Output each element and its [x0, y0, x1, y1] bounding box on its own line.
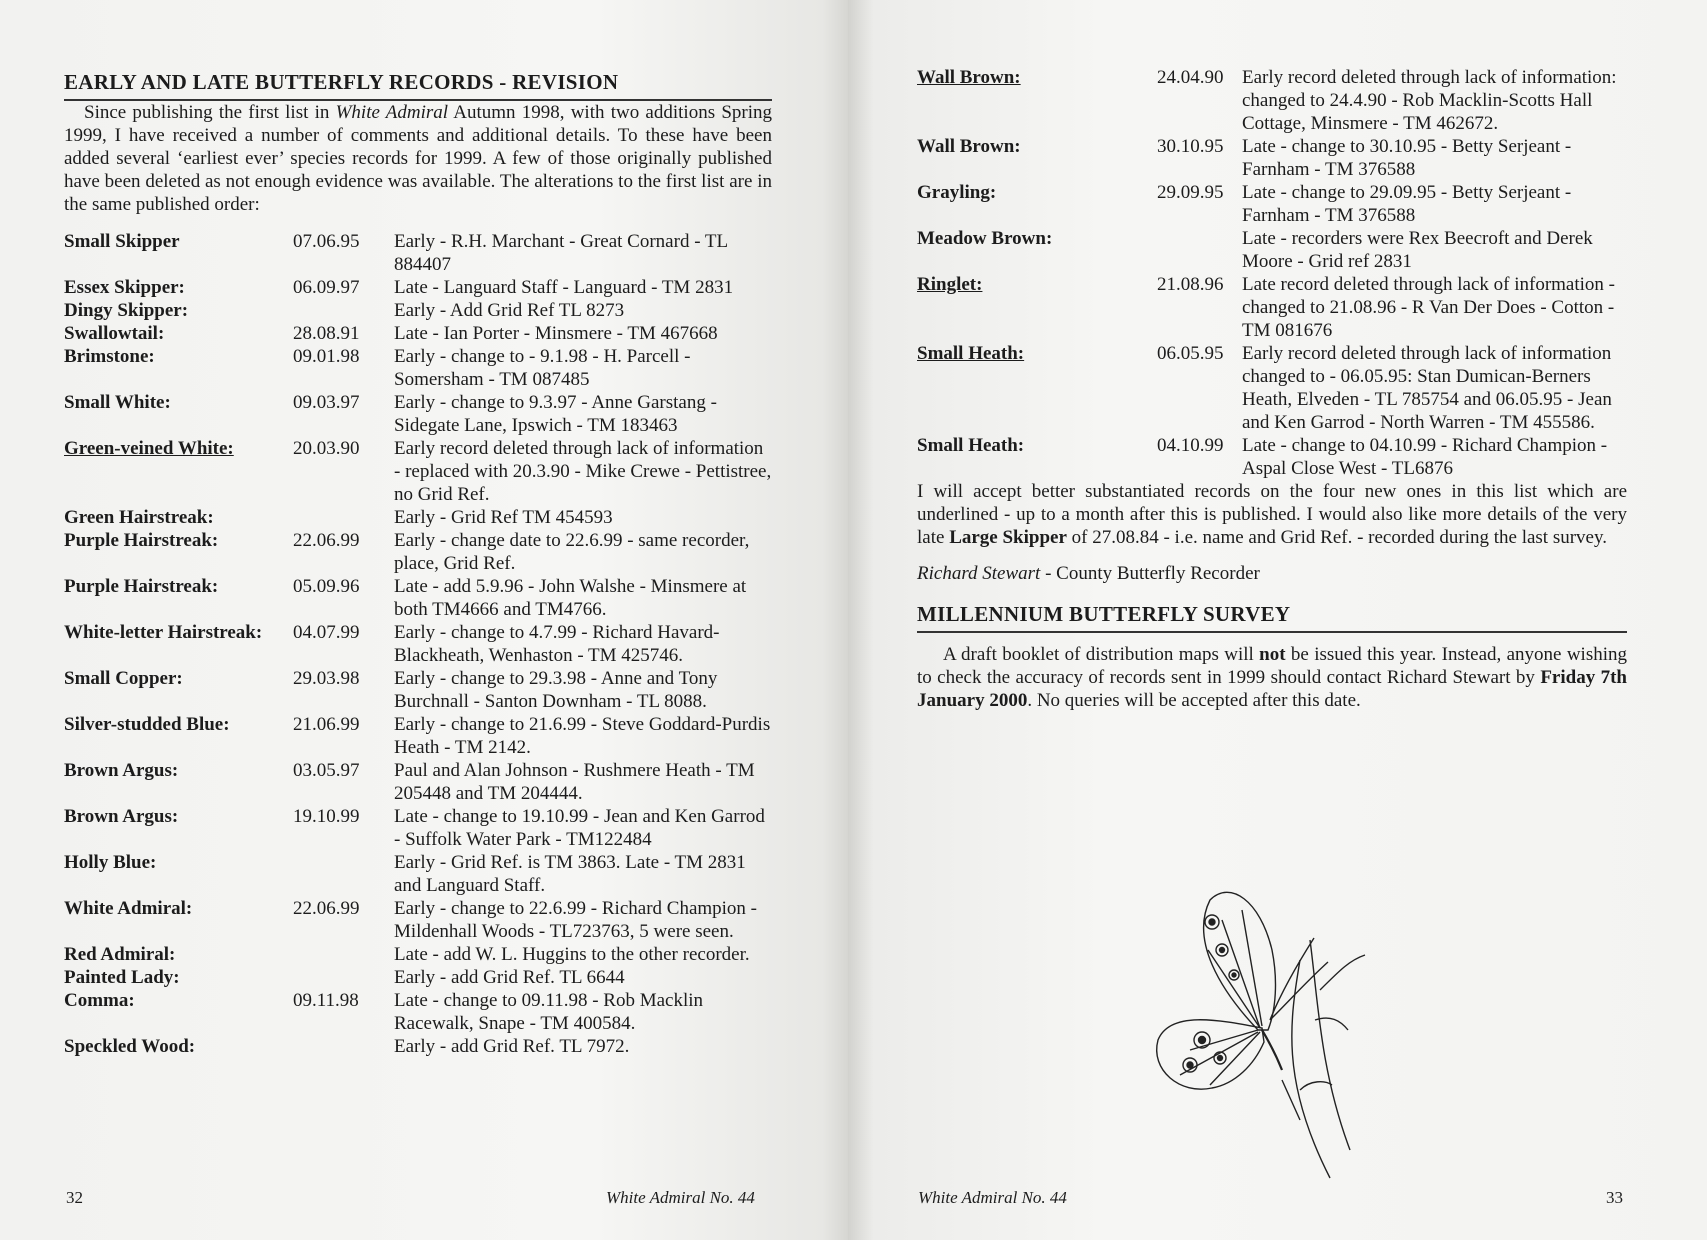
record-species: White Admiral:: [64, 898, 193, 919]
record-row: [917, 227, 1627, 273]
closing-paragraph: [917, 480, 1627, 549]
millennium-paragraph: [917, 643, 1627, 712]
mill-bold-2: Friday 7th January 2000: [917, 667, 1627, 711]
record-species: Ringlet:: [917, 274, 983, 295]
record-row: [64, 299, 772, 322]
signature: [917, 562, 1627, 585]
record-details: Early - change to 4.7.99 - Richard Havard-Blackheath, Wenhaston - TM 425746.: [394, 622, 720, 666]
signature-role: - County Butterfly Recorder: [1040, 563, 1260, 584]
record-row: [64, 966, 772, 989]
intro-paragraph: [64, 101, 772, 216]
record-species: Red Admiral:: [64, 944, 176, 965]
record-date: 06.05.95: [1157, 343, 1224, 364]
record-date: 03.05.97: [293, 760, 360, 781]
record-date: [293, 299, 394, 322]
record-species: Essex Skipper:: [64, 277, 185, 298]
record-species: White-letter Hairstreak:: [64, 622, 263, 643]
record-date: [293, 1035, 394, 1058]
record-row: [917, 434, 1627, 480]
record-species: Brown Argus:: [64, 806, 179, 827]
left-column: [64, 70, 772, 1058]
record-details: Early - add Grid Ref. TL 6644: [394, 967, 625, 988]
record-details: Late - change to 04.10.99 - Richard Champion - Aspal Close West - TL6876: [1242, 435, 1608, 479]
record-details: Early - change to 9.3.97 - Anne Garstang - Sidegate Lane, Ipswich - TM 183463: [394, 392, 717, 436]
record-row: [64, 759, 772, 805]
record-row: [917, 342, 1627, 434]
record-date: 07.06.95: [293, 231, 360, 252]
record-details: Late - change to 29.09.95 - Betty Serjeant - Farnham - TM 376588: [1242, 182, 1572, 226]
record-date: 28.08.91: [293, 323, 360, 344]
record-row: [64, 322, 772, 345]
record-row: [64, 575, 772, 621]
record-species: Small Copper:: [64, 668, 183, 689]
record-details: Early - R.H. Marchant - Great Cornard - TL 884407: [394, 231, 728, 275]
record-details: Early record deleted through lack of information: changed to 24.4.90 - Rob Macklin-Scotts Hall Cottage, Minsmere - TM 462672.: [1242, 67, 1617, 134]
closing-bold: Large Skipper: [949, 527, 1067, 548]
intro-magazine-name: White Admiral: [335, 102, 449, 123]
record-species: Speckled Wood:: [64, 1036, 196, 1057]
left-footer-magazine: White Admiral No. 44: [606, 1188, 755, 1207]
record-species: Brimstone:: [64, 346, 155, 367]
intro-text-2: Autumn 1998, with two additions Spring 1999, I have received a number of comments and additional details. To these have been added several ‘earliest ever’ species records for 1999. A few of those originally published have been deleted as not enough evidence was available. The alterations to the first list are in the same published order:: [64, 102, 772, 215]
record-details: Early record deleted through lack of information changed to - 06.05.95: Stan Dumican-Berners Heath, Elveden - TL 785754 and 06.05.95 - Jean and Ken Garrod - North Warren - TM 455586.: [1242, 343, 1612, 433]
mill-text-1: A draft booklet of distribution maps will: [943, 644, 1260, 665]
record-row: [64, 529, 772, 575]
record-date: 22.06.99: [293, 898, 360, 919]
mill-text-2: be issued this year. Instead, anyone wishing to check the accuracy of records sent in 1999 should contact Richard Stewart by: [917, 644, 1628, 688]
right-column: [917, 66, 1627, 712]
record-details: Early - change to 29.3.98 - Anne and Tony Burchnall - Santon Downham - TL 8088.: [394, 668, 718, 712]
record-date: 21.08.96: [1157, 274, 1224, 295]
record-species: Meadow Brown:: [917, 228, 1053, 249]
record-row: [917, 66, 1627, 135]
record-row: [64, 667, 772, 713]
record-row: [64, 943, 772, 966]
record-species: Small White:: [64, 392, 171, 413]
record-date: 05.09.96: [293, 576, 360, 597]
record-details: Late - change to 09.11.98 - Rob Macklin Racewalk, Snape - TM 400584.: [394, 990, 704, 1034]
record-species: Brown Argus:: [64, 760, 179, 781]
record-row: [64, 437, 772, 506]
record-species: Small Skipper: [64, 231, 180, 252]
record-details: Early - Grid Ref. is TM 3863. Late - TM 2831 and Languard Staff.: [394, 852, 746, 896]
record-date: 29.09.95: [1157, 182, 1224, 203]
record-row: [917, 135, 1627, 181]
millennium-title: MILLENNIUM BUTTERFLY SURVEY: [917, 602, 1627, 633]
record-details: Late - Ian Porter - Minsmere - TM 467668: [394, 323, 718, 344]
butterfly-illustration: [1150, 880, 1390, 1180]
article-title: EARLY AND LATE BUTTERFLY RECORDS - REVISION: [64, 70, 772, 101]
record-details: Late - change to 19.10.99 - Jean and Ken Garrod - Suffolk Water Park - TM122484: [394, 806, 765, 850]
record-row: [917, 181, 1627, 227]
record-species: Purple Hairstreak:: [64, 530, 219, 551]
record-date: [293, 943, 394, 966]
record-species: Dingy Skipper:: [64, 300, 189, 321]
record-row: [64, 805, 772, 851]
closing-text-2: of 27.08.84 - i.e. name and Grid Ref. - recorded during the last survey.: [1066, 527, 1607, 548]
record-date: 29.03.98: [293, 668, 360, 689]
record-details: Late - Languard Staff - Languard - TM 2831: [394, 277, 734, 298]
record-species: Grayling:: [917, 182, 997, 203]
record-species: Holly Blue:: [64, 852, 157, 873]
record-date: 04.10.99: [1157, 435, 1224, 456]
record-date: [1157, 227, 1242, 273]
record-species: Small Heath:: [917, 435, 1025, 456]
mill-bold-1: not: [1259, 644, 1286, 665]
record-row: [917, 273, 1627, 342]
record-date: 09.01.98: [293, 346, 360, 367]
record-date: 24.04.90: [1157, 67, 1224, 88]
record-date: 20.03.90: [293, 438, 360, 459]
record-details: Early - change date to 22.6.99 - same recorder, place, Grid Ref.: [394, 530, 750, 574]
record-details: Late - change to 30.10.95 - Betty Serjeant - Farnham - TM 376588: [1242, 136, 1572, 180]
record-details: Early - Grid Ref TM 454593: [394, 507, 613, 528]
left-records-list: [64, 230, 772, 1058]
record-row: [64, 989, 772, 1035]
record-species: Small Heath:: [917, 343, 1025, 364]
record-date: [293, 851, 394, 897]
record-details: Early - change to - 9.1.98 - H. Parcell - Somersham - TM 087485: [394, 346, 691, 390]
record-details: Early - add Grid Ref. TL 7972.: [394, 1036, 630, 1057]
record-details: Early - Add Grid Ref TL 8273: [394, 300, 625, 321]
record-date: 21.06.99: [293, 714, 360, 735]
right-footer-magazine: White Admiral No. 44: [918, 1188, 1067, 1207]
record-details: Late - add W. L. Huggins to the other recorder.: [394, 944, 750, 965]
record-date: 06.09.97: [293, 277, 360, 298]
signature-name: Richard Stewart: [917, 563, 1041, 584]
record-species: Wall Brown:: [917, 136, 1021, 157]
record-row: [64, 506, 772, 529]
record-species: Wall Brown:: [917, 67, 1021, 88]
record-date: 19.10.99: [293, 806, 360, 827]
record-details: Paul and Alan Johnson - Rushmere Heath - TM 205448 and TM 204444.: [394, 760, 755, 804]
record-details: Late - recorders were Rex Beecroft and Derek Moore - Grid ref 2831: [1242, 228, 1593, 272]
record-details: Early - change to 21.6.99 - Steve Goddard-Purdis Heath - TM 2142.: [394, 714, 771, 758]
mill-text-3: . No queries will be accepted after this date.: [1027, 690, 1361, 711]
record-row: [64, 276, 772, 299]
record-date: [293, 506, 394, 529]
record-species: Silver-studded Blue:: [64, 714, 230, 735]
left-page-number: 32: [66, 1188, 83, 1207]
right-records-list: [917, 66, 1627, 480]
record-row: [64, 391, 772, 437]
record-species: Purple Hairstreak:: [64, 576, 219, 597]
record-date: 30.10.95: [1157, 136, 1224, 157]
record-details: Late record deleted through lack of information - changed to 21.08.96 - R Van Der Does - Cotton - TM 081676: [1242, 274, 1615, 341]
record-row: [64, 1035, 772, 1058]
record-species: Green Hairstreak:: [64, 507, 214, 528]
record-species: Painted Lady:: [64, 967, 180, 988]
record-date: 22.06.99: [293, 530, 360, 551]
record-date: 09.03.97: [293, 392, 360, 413]
record-row: [64, 897, 772, 943]
record-species: Comma:: [64, 990, 135, 1011]
record-details: Late - add 5.9.96 - John Walshe - Minsmere at both TM4666 and TM4766.: [394, 576, 747, 620]
intro-text-1: Since publishing the first list in: [84, 102, 336, 123]
record-row: [64, 230, 772, 276]
record-species: Green-veined White:: [64, 438, 234, 459]
record-row: [64, 345, 772, 391]
record-date: 04.07.99: [293, 622, 360, 643]
record-details: Early record deleted through lack of information - replaced with 20.3.90 - Mike Crewe - Pettistree, no Grid Ref.: [394, 438, 772, 505]
record-details: Early - change to 22.6.99 - Richard Champion - Mildenhall Woods - TL723763, 5 were seen.: [394, 898, 758, 942]
closing-text-1: I will accept better substantiated records on the four new ones in this list which are underlined - up to a month after this is published. I would also like more details of the very late: [917, 481, 1627, 548]
record-date: 09.11.98: [293, 990, 359, 1011]
record-species: Swallowtail:: [64, 323, 165, 344]
record-date: [293, 966, 394, 989]
record-row: [64, 713, 772, 759]
record-row: [64, 851, 772, 897]
right-page-number: 33: [1606, 1188, 1623, 1207]
record-row: [64, 621, 772, 667]
